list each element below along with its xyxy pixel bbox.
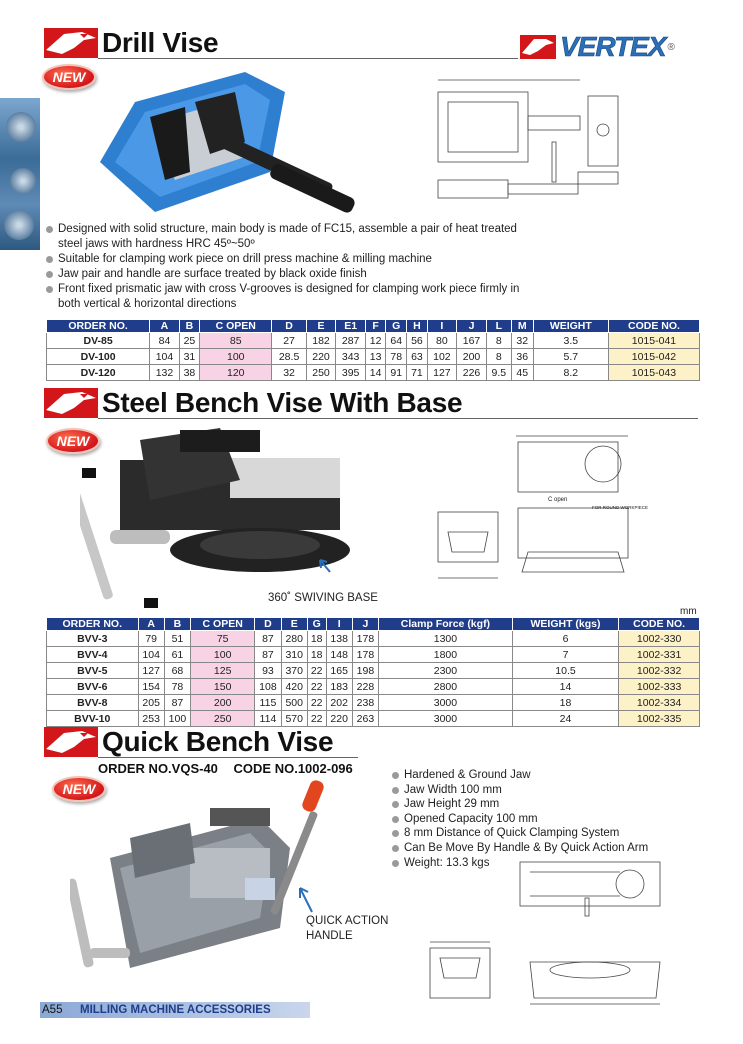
new-badge: NEW [52, 776, 106, 802]
drill-vise-photo [95, 62, 380, 222]
table-cell: 87 [255, 631, 281, 647]
table-cell: 114 [255, 711, 281, 727]
column-header: J [457, 320, 487, 333]
table-row [47, 333, 700, 349]
column-header: J [352, 618, 378, 631]
feature-item: Jaw Height 29 mm [392, 797, 712, 812]
table-cell: 91 [386, 365, 407, 381]
table-cell: BVV-8 [47, 695, 139, 711]
table-cell: 150 [191, 679, 255, 695]
table-cell: 78 [164, 679, 190, 695]
caption-line: QUICK ACTION [306, 915, 389, 927]
column-header: C OPEN [200, 320, 272, 333]
table-cell: 12 [365, 333, 385, 349]
column-header: WEIGHT [533, 320, 608, 333]
table-cell: 45 [511, 365, 533, 381]
feature-item: Front fixed prismatic jaw with cross V-grooves is designed for clamping work piece firmly in both vertical & horizontal directions [46, 282, 536, 312]
column-header: ORDER NO. [47, 320, 150, 333]
table-cell: 1002-334 [619, 695, 700, 711]
table-header-row [47, 618, 700, 631]
eagle-logo-icon [44, 28, 98, 58]
page-title: Drill Vise [102, 27, 219, 58]
page-number: A55 [42, 1004, 63, 1016]
table-cell: 138 [326, 631, 352, 647]
table-cell: 200 [191, 695, 255, 711]
table-cell: 263 [352, 711, 378, 727]
table-cell: 38 [179, 365, 199, 381]
table-cell: 84 [150, 333, 180, 349]
footer-category: MILLING MACHINE ACCESSORIES [80, 1004, 271, 1016]
table-cell: 36 [511, 349, 533, 365]
table-cell: 25 [179, 333, 199, 349]
table-cell: BVV-3 [47, 631, 139, 647]
quick-vise-features [392, 768, 712, 870]
table-cell: 250 [306, 365, 336, 381]
quick-vise-order-line [98, 761, 365, 776]
table-cell: 148 [326, 647, 352, 663]
table-cell: 104 [150, 349, 180, 365]
side-photo-strip [0, 98, 40, 250]
table-cell: 370 [281, 663, 307, 679]
table-row [47, 631, 700, 647]
feature-item: Weight: 13.3 kgs [392, 856, 712, 871]
column-header: E1 [336, 320, 366, 333]
brand-logo-text: VERTEX [560, 31, 666, 62]
column-header: G [307, 618, 326, 631]
table-cell: 87 [255, 647, 281, 663]
table-cell: 220 [306, 349, 336, 365]
table-cell: 79 [138, 631, 164, 647]
table-cell: 7 [512, 647, 618, 663]
column-header: D [272, 320, 306, 333]
drill-vise-features [46, 222, 536, 312]
table-cell: 2800 [379, 679, 513, 695]
table-cell: BVV-10 [47, 711, 139, 727]
table-cell: 14 [512, 679, 618, 695]
table-cell: 132 [150, 365, 180, 381]
feature-item: Jaw pair and handle are surface treated by black oxide finish [46, 267, 536, 282]
table-cell: 395 [336, 365, 366, 381]
pointer-arrow-icon [318, 558, 332, 582]
table-cell: 87 [164, 695, 190, 711]
unit-label: mm [680, 606, 697, 617]
table-row [47, 365, 700, 381]
table-cell: 165 [326, 663, 352, 679]
table-header-row [47, 320, 700, 333]
table-cell: 3.5 [533, 333, 608, 349]
table-cell: 1002-330 [619, 631, 700, 647]
table-cell: 238 [352, 695, 378, 711]
column-header: F [365, 320, 385, 333]
table-cell: 56 [407, 333, 427, 349]
table-cell: 1002-335 [619, 711, 700, 727]
table-cell: 1015-043 [608, 365, 699, 381]
drawing-label-round: FOR ROUND WORKPIECE [592, 505, 649, 510]
brand-eagle-icon [520, 35, 556, 59]
table-cell: 1002-331 [619, 647, 700, 663]
table-cell: 205 [138, 695, 164, 711]
table-row [47, 647, 700, 663]
table-cell: 104 [138, 647, 164, 663]
table-cell: BVV-6 [47, 679, 139, 695]
table-cell: BVV-5 [47, 663, 139, 679]
table-cell: 500 [281, 695, 307, 711]
bench-vise-spec-table [46, 617, 700, 727]
table-cell: 80 [427, 333, 457, 349]
table-cell: 18 [307, 647, 326, 663]
table-cell: 182 [306, 333, 336, 349]
table-cell: 78 [386, 349, 407, 365]
table-cell: 27 [272, 333, 306, 349]
table-cell: 280 [281, 631, 307, 647]
table-cell: 93 [255, 663, 281, 679]
table-cell: 18 [512, 695, 618, 711]
table-cell: 8 [486, 333, 511, 349]
table-cell: 167 [457, 333, 487, 349]
table-cell: 100 [164, 711, 190, 727]
drill-vise-spec-table [46, 319, 700, 381]
quick-action-caption [306, 914, 388, 944]
table-cell: 9.5 [486, 365, 511, 381]
feature-item: Designed with solid structure, main body is made of FC15, assemble a pair of heat treated steel jaws with hardness HRC 45º~50º [46, 222, 536, 252]
table-row [47, 349, 700, 365]
column-header: Clamp Force (kgf) [379, 618, 513, 631]
table-row [47, 679, 700, 695]
table-cell: 5.7 [533, 349, 608, 365]
column-header: CODE NO. [608, 320, 699, 333]
column-header: A [138, 618, 164, 631]
table-cell: 154 [138, 679, 164, 695]
table-cell: 22 [307, 679, 326, 695]
column-header: WEIGHT (kgs) [512, 618, 618, 631]
table-cell: 125 [191, 663, 255, 679]
table-cell: 120 [200, 365, 272, 381]
column-header: I [427, 320, 457, 333]
column-header: E [306, 320, 336, 333]
table-cell: 13 [365, 349, 385, 365]
column-header: ORDER NO. [47, 618, 139, 631]
table-cell: 202 [326, 695, 352, 711]
section-title: Quick Bench Vise [102, 726, 334, 757]
table-cell: 127 [427, 365, 457, 381]
feature-item: 8 mm Distance of Quick Clamping System [392, 826, 712, 841]
table-cell: 420 [281, 679, 307, 695]
table-cell: 85 [200, 333, 272, 349]
table-cell: 22 [307, 695, 326, 711]
column-header: C OPEN [191, 618, 255, 631]
table-cell: 28.5 [272, 349, 306, 365]
column-header: G [386, 320, 407, 333]
title-underline [98, 418, 698, 419]
bench-vise-photo [80, 420, 370, 615]
order-number: ORDER NO.VQS-40 [98, 761, 218, 776]
title-underline [98, 58, 518, 59]
table-cell: 32 [272, 365, 306, 381]
new-badge: NEW [46, 428, 100, 454]
table-cell: 6 [512, 631, 618, 647]
table-cell: 8 [486, 349, 511, 365]
table-cell: 343 [336, 349, 366, 365]
table-cell: 250 [191, 711, 255, 727]
table-cell: DV-85 [47, 333, 150, 349]
swivel-base-caption: 360˚ SWIVING BASE [268, 592, 378, 604]
feature-item: Suitable for clamping work piece on drill press machine & milling machine [46, 252, 536, 267]
new-badge: NEW [42, 64, 96, 90]
table-row [47, 695, 700, 711]
table-cell: 75 [191, 631, 255, 647]
table-cell: 102 [427, 349, 457, 365]
table-cell: 22 [307, 663, 326, 679]
table-cell: 310 [281, 647, 307, 663]
feature-item: Opened Capacity 100 mm [392, 812, 712, 827]
table-cell: 1015-042 [608, 349, 699, 365]
feature-item: Hardened & Ground Jaw [392, 768, 712, 783]
drill-vise-drawing [428, 72, 638, 212]
table-cell: 570 [281, 711, 307, 727]
column-header: E [281, 618, 307, 631]
table-cell: 68 [164, 663, 190, 679]
table-cell: 22 [307, 711, 326, 727]
table-cell: 1800 [379, 647, 513, 663]
quick-vise-heading [44, 725, 333, 759]
column-header: L [486, 320, 511, 333]
table-cell: 178 [352, 631, 378, 647]
column-header: A [150, 320, 180, 333]
caption-line: HANDLE [306, 930, 353, 942]
table-cell: 100 [191, 647, 255, 663]
section-title: Steel Bench Vise With Base [102, 387, 463, 418]
drill-vise-heading [44, 26, 218, 60]
table-cell: 64 [386, 333, 407, 349]
column-header: I [326, 618, 352, 631]
table-cell: 51 [164, 631, 190, 647]
table-cell: 61 [164, 647, 190, 663]
table-cell: 1015-041 [608, 333, 699, 349]
bench-vise-heading [44, 386, 462, 420]
column-header: D [255, 618, 281, 631]
table-cell: 3000 [379, 695, 513, 711]
table-cell: 127 [138, 663, 164, 679]
table-cell: 178 [352, 647, 378, 663]
table-cell: 3000 [379, 711, 513, 727]
table-cell: 2300 [379, 663, 513, 679]
table-cell: 228 [352, 679, 378, 695]
table-cell: 8.2 [533, 365, 608, 381]
table-cell: DV-100 [47, 349, 150, 365]
feature-item: Can Be Move By Handle & By Quick Action Arm [392, 841, 712, 856]
eagle-logo-icon [44, 388, 98, 418]
table-cell: BVV-4 [47, 647, 139, 663]
table-row [47, 663, 700, 679]
table-cell: 63 [407, 349, 427, 365]
vertex-brand [520, 32, 675, 62]
title-underline [98, 757, 358, 758]
column-header: CODE NO. [619, 618, 700, 631]
pointer-arrow-icon [296, 886, 316, 916]
quick-vise-drawing [420, 858, 670, 1008]
table-cell: 253 [138, 711, 164, 727]
column-header: M [511, 320, 533, 333]
table-cell: DV-120 [47, 365, 150, 381]
table-cell: 100 [200, 349, 272, 365]
table-cell: 32 [511, 333, 533, 349]
registered-mark: ® [667, 41, 675, 53]
table-cell: 200 [457, 349, 487, 365]
table-cell: 1300 [379, 631, 513, 647]
column-header: B [164, 618, 190, 631]
table-cell: 1002-332 [619, 663, 700, 679]
feature-item: Jaw Width 100 mm [392, 783, 712, 798]
table-cell: 115 [255, 695, 281, 711]
table-cell: 226 [457, 365, 487, 381]
table-cell: 31 [179, 349, 199, 365]
table-cell: 1002-333 [619, 679, 700, 695]
table-cell: 183 [326, 679, 352, 695]
table-cell: 198 [352, 663, 378, 679]
column-header: H [407, 320, 427, 333]
table-cell: 108 [255, 679, 281, 695]
code-number: CODE NO.1002-096 [233, 761, 353, 776]
table-cell: 14 [365, 365, 385, 381]
table-cell: 71 [407, 365, 427, 381]
table-cell: 18 [307, 631, 326, 647]
column-header: B [179, 320, 199, 333]
eagle-logo-icon [44, 727, 98, 757]
table-cell: 287 [336, 333, 366, 349]
drawing-label-c-open: C open [548, 497, 568, 503]
table-cell: 24 [512, 711, 618, 727]
table-cell: 220 [326, 711, 352, 727]
table-cell: 10.5 [512, 663, 618, 679]
